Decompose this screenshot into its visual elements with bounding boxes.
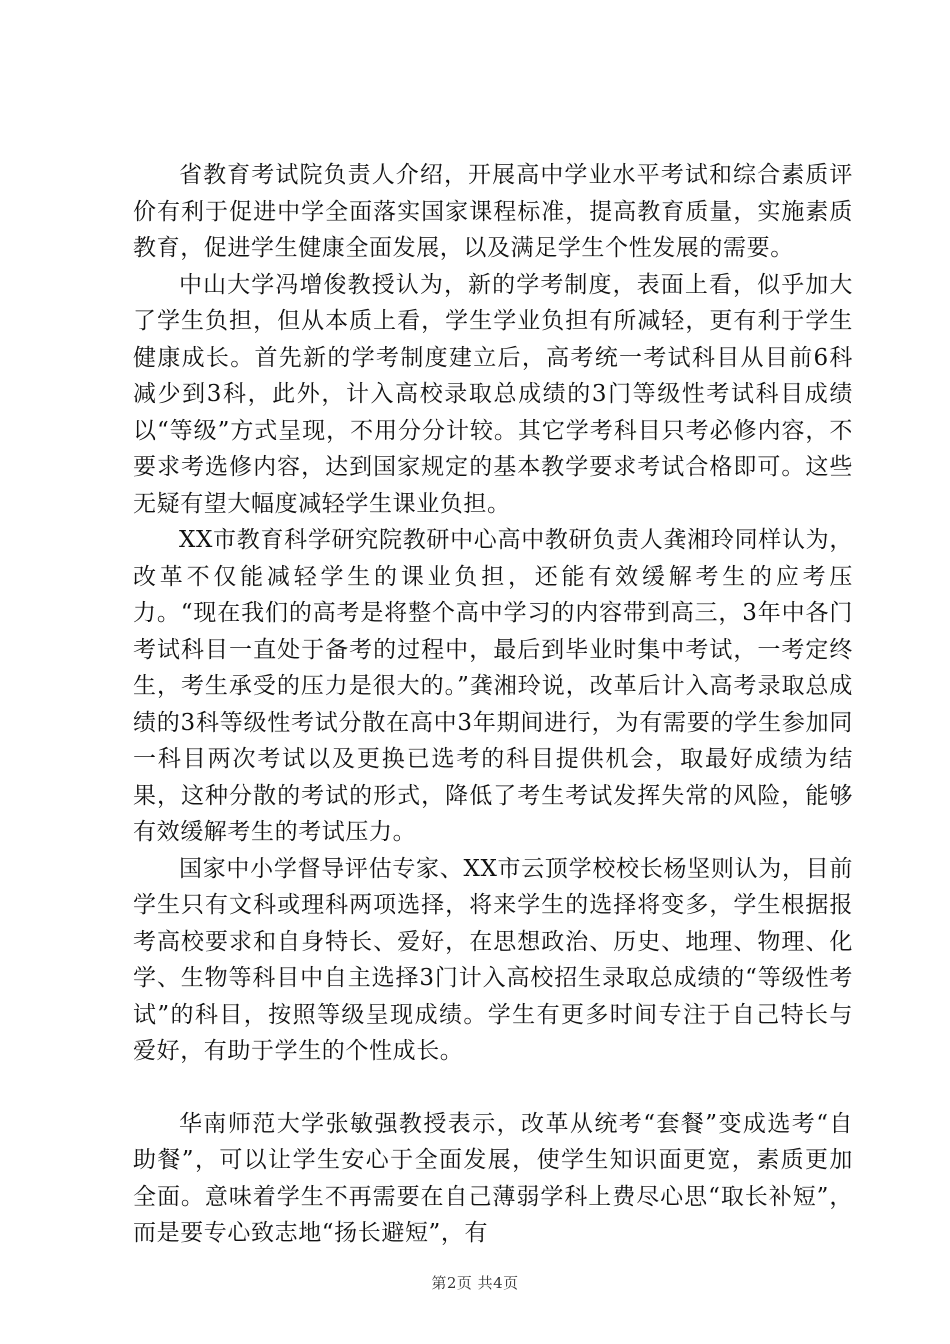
page-number-footer: 第2页 共4页	[431, 1274, 519, 1292]
paragraph-zhang-minqiang: 华南师范大学张敏强教授表示，改革从统考“套餐”变成选考“自助餐”，可以让学生安心于全面发展，使学生知识面更宽，素质更加全面。意味着学生不再需要在自己薄弱学科上费尽心思“取长补短”，而是要专心致志地“扬长避短”，有	[133, 1110, 853, 1246]
paragraph-exam-institute: 省教育考试院负责人介绍，开展高中学业水平考试和综合素质评价有利于促进中学全面落实国家课程标准，提高教育质量，实施素质教育，促进学生健康全面发展，以及满足学生个性发展的需要。	[133, 162, 853, 261]
document-body	[133, 157, 853, 1252]
paragraph-yang-jian: 国家中小学督导评估专家、XX市云顶学校校长杨坚则认为，目前学生只有文科或理科两项选择，将来学生的选择将变多，学生根据报考高校要求和自身特长、爱好，在思想政治、历史、地理、物理、化学、生物等科目中自主选择3门计入高校招生录取总成绩的“等级性考试”的科目，按照等级呈现成绩。学生有更多时间专注于自己特长与爱好，有助于学生的个性成长。	[133, 855, 853, 1064]
paragraph-feng-zengjun: 中山大学冯增俊教授认为，新的学考制度，表面上看，似乎加大了学生负担，但从本质上看，学生学业负担有所减轻，更有利于学生健康成长。首先新的学考制度建立后，高考统一考试科目从目前6科减少到3科，此外，计入高校录取总成绩的3门等级性考试科目成绩以“等级”方式呈现，不用分分计较。其它学考科目只考必修内容，不要求考选修内容，达到国家规定的基本教学要求考试合格即可。这些无疑有望大幅度减轻学生课业负担。	[133, 271, 853, 517]
paragraph-gong-xiangling: XX市教育科学研究院教研中心高中教研负责人龚湘玲同样认为，改革不仅能减轻学生的课业负担，还能有效缓解考生的应考压力。“现在我们的高考是将整个高中学习的内容带到高三，3年中各门考试科目一直处于备考的过程中，最后到毕业时集中考试，一考定终生，考生承受的压力是很大的。”龚湘玲说，改革后计入高考录取总成绩的3科等级性考试分散在高中3年期间进行，为有需要的学生参加同一科目两次考试以及更换已选考的科目提供机会，取最好成绩为结果，这种分散的考试的形式，降低了考生考试发挥失常的风险，能够有效缓解考生的考试压力。	[133, 527, 853, 845]
